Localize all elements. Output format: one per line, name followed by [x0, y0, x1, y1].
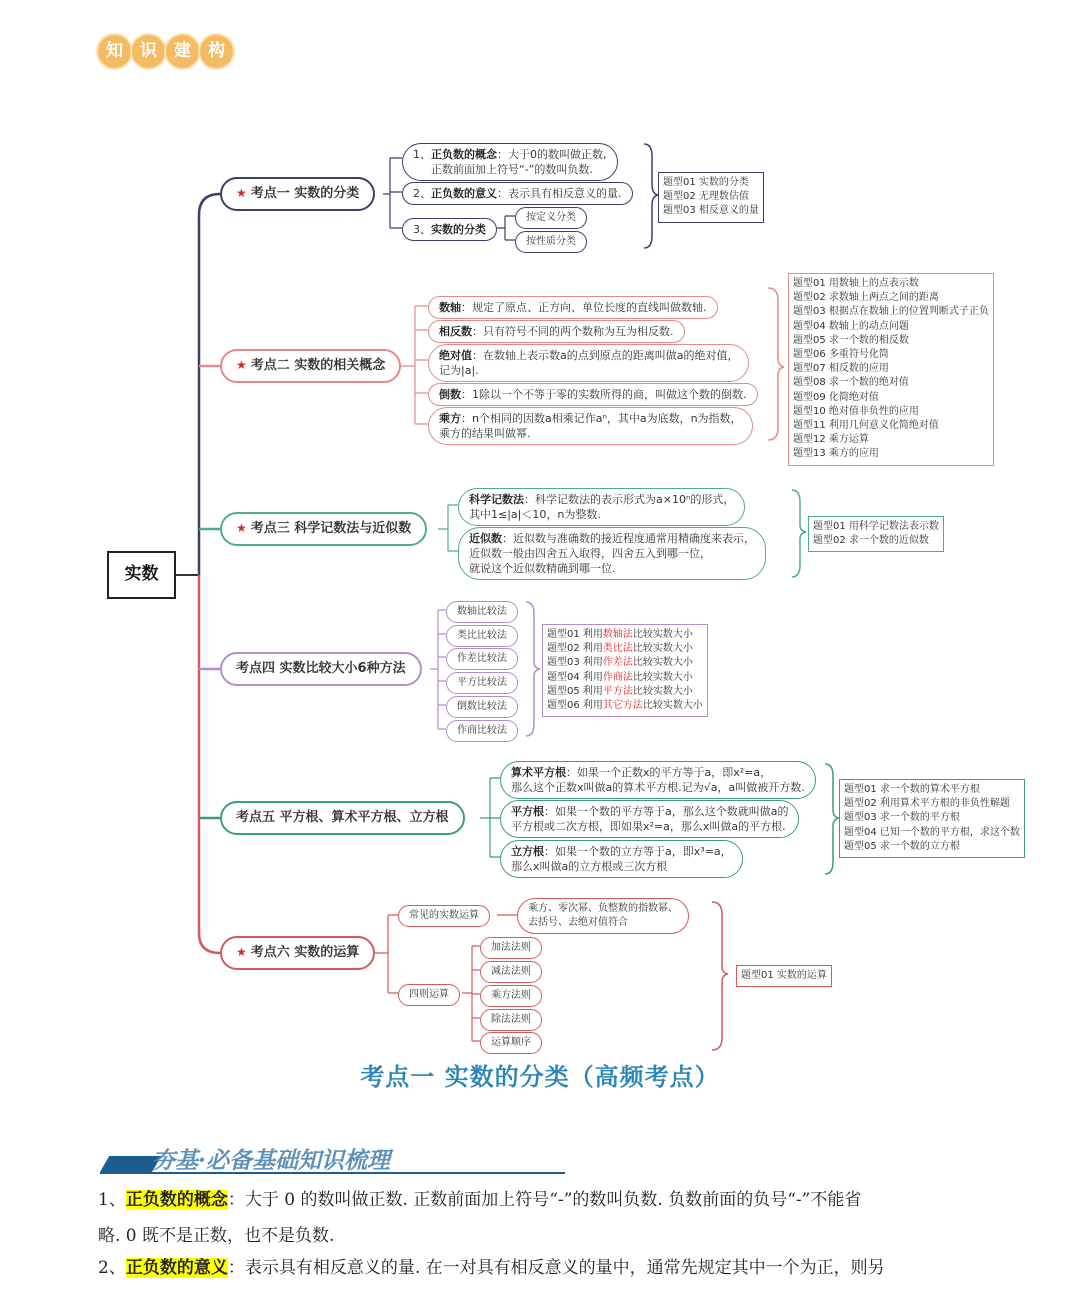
branch-6-node[interactable]: [220, 936, 375, 970]
star-icon: ★: [236, 945, 247, 959]
section-title: 考点一 实数的分类（高频考点）: [360, 1062, 720, 1091]
star-icon: ★: [236, 521, 247, 535]
b3-item-1[interactable]: 科学记数法：科学记数法的表示形式为a×10ⁿ的形式， 其中1≤|a|＜10，n为整数.: [458, 488, 745, 526]
banner-text: 夯基·必备基础知识梳理: [152, 1147, 391, 1174]
b6-rule-5[interactable]: 运算顺序: [480, 1032, 542, 1054]
b6-rule-1[interactable]: 加法法则: [480, 937, 542, 959]
b3-item-2[interactable]: 近似数：近似数与准确数的接近程度通常用精确度来表示， 近似数一般由四舍五入取得，四舍五入到哪一位， 就说这个近似数精确到哪一位.: [458, 527, 766, 580]
branch-1-label: 考点一 实数的分类: [250, 186, 360, 201]
star-icon: ★: [236, 358, 247, 372]
branch-3-label: 考点三 科学记数法与近似数: [250, 521, 412, 536]
b5-item-2[interactable]: 平方根：如果一个数的平方等于a，那么这个数就叫做a的 平方根或二次方根，即如果x²=a，那么x叫做a的平方根.: [500, 800, 799, 838]
b4-method-2[interactable]: 类比比较法: [446, 625, 518, 647]
b4-method-3[interactable]: 作差比较法: [446, 648, 518, 670]
section-banner: [100, 1142, 570, 1174]
b5-question-types: 题型01 求一个数的算术平方根 题型02 利用算术平方根的非负性解题 题型03 求一个数的平方根 题型04 已知一个数的平方根，求这个数 题型05 求一个数的立方根: [839, 779, 1025, 858]
b2-item-3[interactable]: 绝对值：在数轴上表示数a的点到原点的距离叫做a的绝对值， 记为|a|.: [428, 344, 749, 382]
b4-method-1[interactable]: 数轴比较法: [446, 601, 518, 623]
branch-1-node[interactable]: [220, 177, 375, 211]
b2-item-1[interactable]: 数轴：规定了原点、正方向、单位长度的直线叫做数轴.: [428, 296, 718, 319]
b5-item-1[interactable]: 算术平方根：如果一个正数x的平方等于a，即x²=a， 那么这个正数x叫做a的算术平方根.记为√a，a叫做被开方数.: [500, 761, 816, 799]
paragraph-2: 2、正负数的意义：表示具有相反意义的量. 在一对具有相反意义的量中，通常先规定其中一个为正，则另: [98, 1258, 885, 1278]
b1-sub-1[interactable]: 按定义分类: [515, 207, 587, 229]
b2-item-2[interactable]: 相反数：只有符号不同的两个数称为互为相反数.: [428, 320, 685, 343]
b2-item-5[interactable]: 乘方：n个相同的因数a相乘记作aⁿ，其中a为底数，n为指数， 乘方的结果叫做幂.: [428, 407, 753, 445]
b6-common-ops[interactable]: 常见的实数运算: [398, 905, 490, 927]
b1-sub-2[interactable]: 按性质分类: [515, 231, 587, 253]
branch-6-label: 考点六 实数的运算: [250, 945, 360, 960]
logo-char: 知: [98, 35, 131, 68]
b4-method-4[interactable]: 平方比较法: [446, 672, 518, 694]
b6-common-desc[interactable]: 乘方、零次幂、负整数的指数幂、 去括号、去绝对值符合: [517, 898, 689, 934]
branch-2-node[interactable]: [220, 349, 401, 383]
b6-question-types: 题型01 实数的运算: [736, 965, 832, 987]
b6-rule-4[interactable]: 除法法则: [480, 1009, 542, 1031]
branch-3-node[interactable]: [220, 512, 427, 546]
branch-5-node[interactable]: [220, 801, 465, 835]
b4-method-6[interactable]: 作商比较法: [446, 720, 518, 742]
b3-question-types: 题型01 用科学记数法表示数 题型02 求一个数的近似数: [808, 516, 944, 552]
b1-item-1[interactable]: 1、正负数的概念：大于0的数叫做正数, 正数前面加上符号“-”的数叫负数.: [402, 143, 618, 181]
paragraph-1: 1、正负数的概念：大于 0 的数叫做正数. 正数前面加上符号“-”的数叫负数. 负数前面的负号“-”不能省 略. 0 既不是正数，也不是负数.: [98, 1190, 862, 1246]
knowledge-structure-logo: [98, 35, 233, 68]
b2-item-4[interactable]: 倒数：1除以一个不等于零的实数所得的商，叫做这个数的倒数.: [428, 383, 758, 406]
logo-char: 识: [132, 35, 165, 68]
star-icon: ★: [236, 186, 247, 200]
branch-5-label: 考点五 平方根、算术平方根、立方根: [236, 810, 449, 825]
b4-question-types: 题型01 利用数轴法比较实数大小 题型02 利用类比法比较实数大小 题型03 利用作差法比较实数大小 题型04 利用作商法比较实数大小 题型05 利用平方法比较实数大小 题型06 利用其它方法比较实数大小: [542, 624, 708, 717]
b5-item-3[interactable]: 立方根：如果一个数的立方等于a，即x³=a， 那么x叫做a的立方根或三次方根: [500, 840, 743, 878]
b6-rule-3[interactable]: 乘方法则: [480, 985, 542, 1007]
b4-method-5[interactable]: 倒数比较法: [446, 696, 518, 718]
b6-four-ops[interactable]: 四则运算: [398, 984, 460, 1006]
b1-item-3[interactable]: 3、实数的分类: [402, 218, 497, 241]
branch-2-label: 考点二 实数的相关概念: [250, 358, 386, 373]
branch-4-label: 考点四 实数比较大小6种方法: [236, 661, 406, 676]
b1-item-2[interactable]: 2、正负数的意义：表示具有相反意义的量.: [402, 182, 633, 205]
b1-question-types: 题型01 实数的分类 题型02 无理数估值 题型03 相反意义的量: [658, 172, 764, 223]
b6-rule-2[interactable]: 减法法则: [480, 961, 542, 983]
branch-4-node[interactable]: [220, 652, 422, 686]
logo-char: 构: [200, 35, 233, 68]
root-node[interactable]: 实数: [107, 551, 176, 599]
b2-question-types: 题型01 用数轴上的点表示数 题型02 求数轴上两点之间的距离 题型03 根据点在数轴上的位置判断式子正负 题型04 数轴上的动点问题 题型05 求一个数的相反数 题型06 多重符号化简 题型07 相反数的应用 题型08 求一个数的绝对值 题型09 化简绝对值 题型10 绝对值非负性的应用 题型11 利用几何意义化简绝对值 题型12 乘方运算 题型13 乘方的应用: [788, 273, 994, 466]
logo-char: 建: [166, 35, 199, 68]
